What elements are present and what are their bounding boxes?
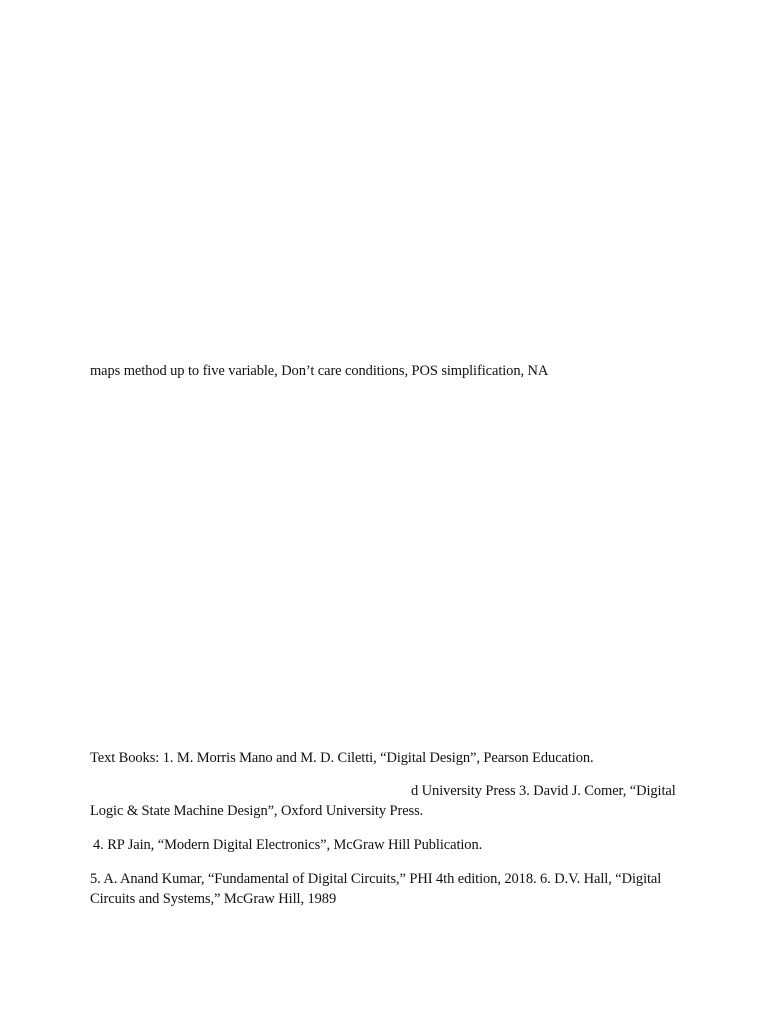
textbook-reference-2-3-part1: d University Press 3. David J. Comer, “Digital bbox=[411, 783, 676, 799]
textbook-reference-5-6-part1: 5. A. Anand Kumar, “Fundamental of Digital Circuits,” PHI 4th edition, 2018. 6. D.V. Hall, “Digital bbox=[90, 871, 662, 887]
textbook-reference-2-3-part2: Logic & State Machine Design”, Oxford University Press. bbox=[90, 803, 424, 819]
textbook-reference-4: 4. RP Jain, “Modern Digital Electronics”, McGraw Hill Publication. bbox=[93, 837, 483, 853]
textbook-reference-5-6-part2: Circuits and Systems,” McGraw Hill, 1989 bbox=[90, 891, 337, 907]
syllabus-text-line: maps method up to five variable, Don’t care conditions, POS simplification, NA bbox=[90, 363, 549, 379]
textbook-reference-1: Text Books: 1. M. Morris Mano and M. D. Ciletti, “Digital Design”, Pearson Education. bbox=[90, 750, 594, 766]
